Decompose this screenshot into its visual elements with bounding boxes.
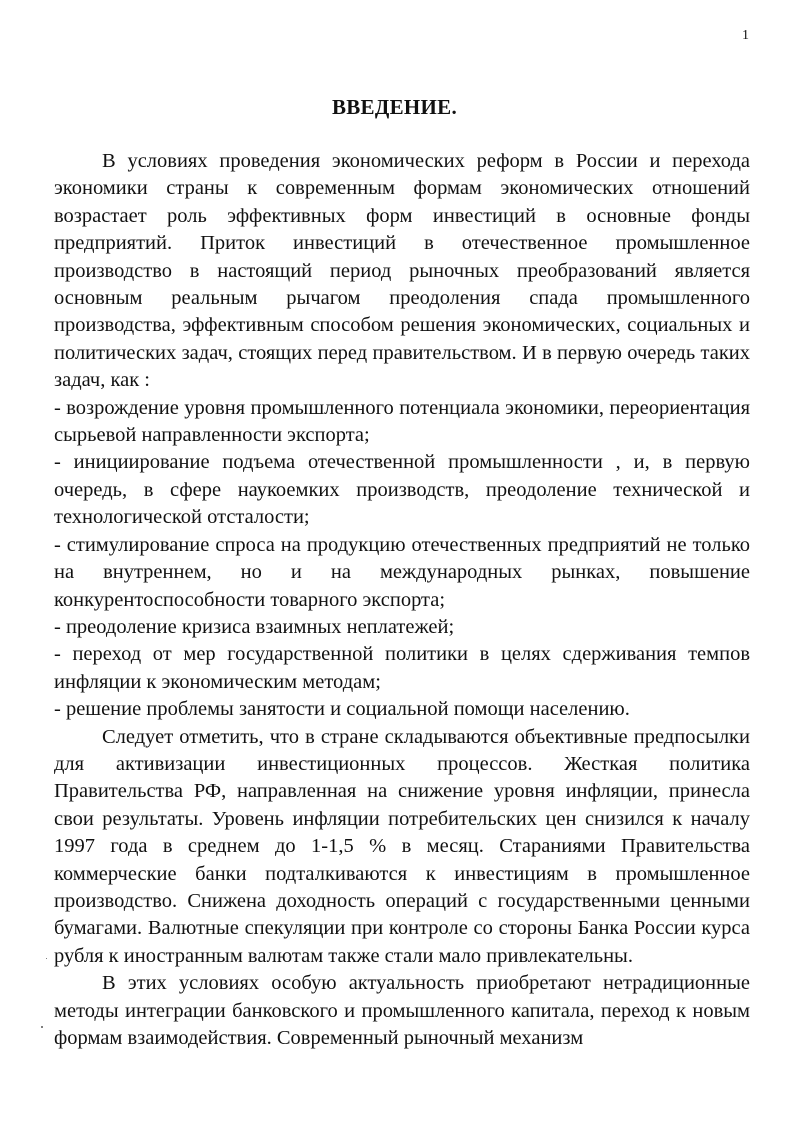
document-body xyxy=(54,148,750,1052)
list-item: - преодоление кризиса взаимных неплатежей; xyxy=(54,615,455,638)
intro-paragraph: В условиях проведения экономических реформ в России и перехода экономики страны к современным формам экономических отношений возрастает роль эффективных форм инвестиций в основные фонды предприятий. Приток инвестиций в отечественное промышленное производство в настоящий период рыночных преобразований является основным реальным рычагом преодоления спада промышленного производства, эффективным способом решения экономических, социальных и политических задач, стоящих перед правительством. И в первую очередь таких задач, как : xyxy=(54,150,750,392)
list-item: - решение проблемы занятости и социальной помощи населению. xyxy=(54,698,630,721)
page-title: ВВЕДЕНИЕ. xyxy=(331,95,458,119)
paragraph-integration: В этих условиях особую актуальность приобретают нетрадиционные методы интеграции банковского и промышленного капитала, переход к новым формам взаимодействия. Современный рыночный механизм xyxy=(54,972,750,1049)
scan-speck xyxy=(46,958,47,959)
scan-speck xyxy=(41,1026,43,1028)
list-item: - инициирование подъема отечественной промышленности , и, в первую очередь, в сфере наукоемких производств, преодоление технической и технологической отсталости; xyxy=(54,451,750,529)
list-item: - стимулирование спроса на продукцию отечественных предприятий не только на внутреннем, но и на международных рынках, повышение конкурентоспособности товарного экспорта; xyxy=(54,533,750,611)
page-number: 1 xyxy=(742,28,749,43)
paragraph-inflation: Следует отметить, что в стране складываются объективные предпосылки для активизации инвестиционных процессов. Жесткая политика Правительства РФ, направленная на снижение уровня инфляции, принесла свои результаты. Уровень инфляции потребительских цен снизился к началу 1997 года в среднем до 1-1,5 % в месяц. Стараниями Правительства коммерческие банки подталкиваются к инвестициям в промышленное производство. Снижена доходность операций с государственными ценными бумагами. Валютные спекуляции при контроле со стороны Банка России курса рубля к иностранным валютам также стали мало привлекательны. xyxy=(54,725,750,967)
list-item: - переход от мер государственной политики в целях сдерживания темпов инфляции к экономическим методам; xyxy=(54,643,750,693)
list-item: - возрождение уровня промышленного потенциала экономики, переориентация сырьевой направленности экспорта; xyxy=(54,396,750,447)
